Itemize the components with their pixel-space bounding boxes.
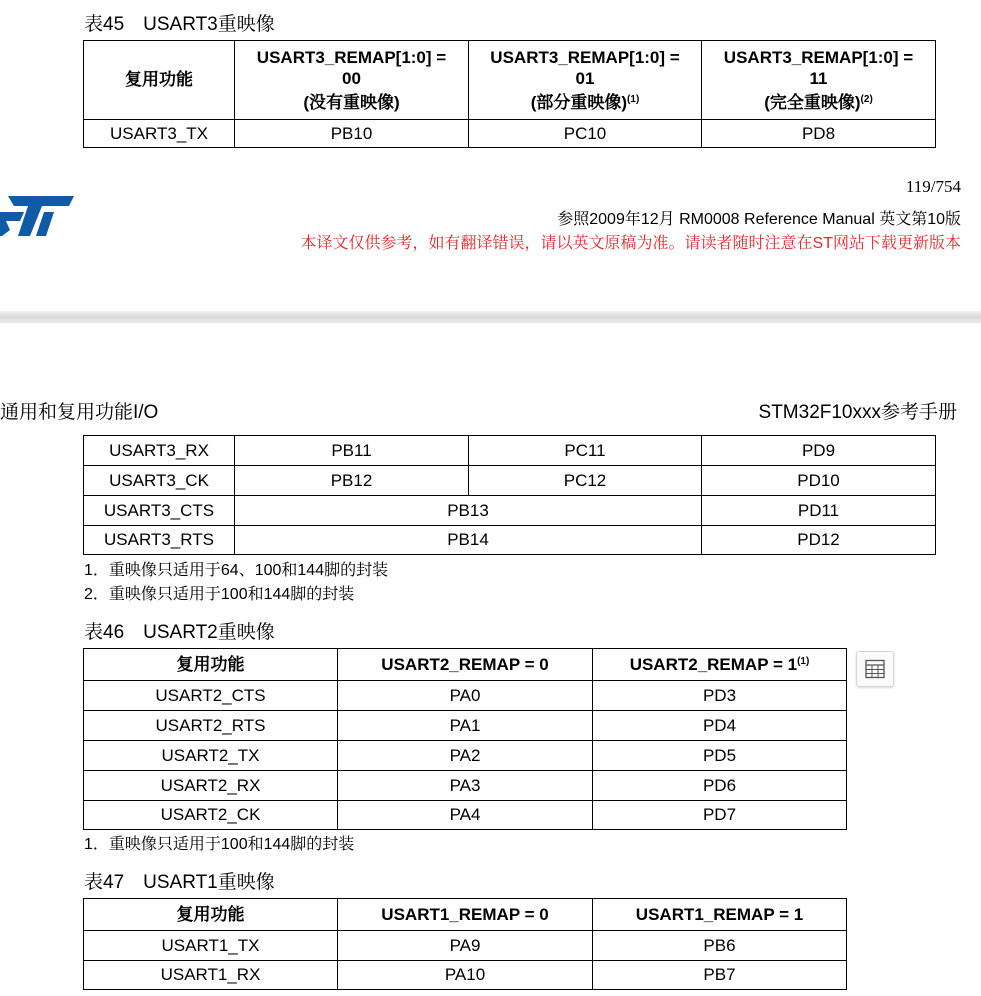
- table-row: [84, 681, 847, 711]
- table-cell: USART2_RTS: [84, 711, 338, 741]
- table46: [83, 648, 847, 830]
- table-tool-button[interactable]: [856, 651, 894, 687]
- table-cell: PB14: [235, 526, 702, 555]
- table45-continued: [83, 435, 936, 555]
- table-header-cell: 复用功能: [84, 649, 338, 681]
- reference-note: 参照2009年12月 RM0008 Reference Manual 英文第10版: [557, 211, 961, 228]
- header-label: USART2_REMAP = 1: [629, 654, 798, 674]
- table-cell: PD5: [593, 741, 847, 771]
- header-line: 00: [342, 69, 361, 89]
- table-cell: USART1_TX: [84, 931, 338, 961]
- table-cell: USART3_RX: [84, 436, 235, 466]
- table46-note-1: 1．重映像只适用于100和144脚的封装: [84, 836, 355, 853]
- table-row: [84, 496, 936, 526]
- table-cell: PB11: [235, 436, 469, 466]
- table45-caption: 表45 USART3重映像: [84, 14, 275, 35]
- table-row: [84, 741, 847, 771]
- table-cell: PA1: [338, 711, 593, 741]
- table-cell: PD4: [593, 711, 847, 741]
- table-cell: PA4: [338, 801, 593, 830]
- table-cell: USART3_TX: [84, 120, 235, 148]
- table-cell: USART3_CTS: [84, 496, 235, 526]
- table47-header-row: [84, 899, 847, 931]
- page-divider: [0, 311, 981, 323]
- table45-header-row: [84, 41, 936, 120]
- table-tool-icon: [864, 659, 886, 679]
- table45-header-col1: [235, 41, 469, 120]
- table-cell: USART2_CTS: [84, 681, 338, 711]
- table-row: [84, 120, 936, 148]
- table-cell: PD8: [702, 120, 936, 148]
- table45-header-col3: [702, 41, 936, 120]
- table-cell: PA0: [338, 681, 593, 711]
- page-header-left: 通用和复用功能I/O: [0, 402, 159, 423]
- translation-disclaimer: 本译文仅供参考，如有翻译错误，请以英文原稿为准。请读者随时注意在ST网站下载更新版本: [300, 235, 961, 252]
- page-number: 119/754: [905, 177, 961, 196]
- header-line: [469, 92, 701, 113]
- header-line: 01: [575, 69, 595, 89]
- table-header-cell: [593, 649, 847, 681]
- table-cell: PC10: [469, 120, 702, 148]
- header-line: 11: [809, 69, 828, 89]
- table-cell: PB7: [593, 961, 847, 990]
- page-header-right: STM32F10xxx参考手册: [758, 402, 957, 423]
- table-cell: PC12: [469, 466, 702, 496]
- table-cell: PB12: [235, 466, 469, 496]
- table-cell: PB10: [235, 120, 469, 148]
- table-cell: USART3_RTS: [84, 526, 235, 555]
- table-cell: PB13: [235, 496, 702, 526]
- table-row: [84, 771, 847, 801]
- table-cell: USART2_RX: [84, 771, 338, 801]
- table-cell: USART2_TX: [84, 741, 338, 771]
- table47: [83, 898, 847, 990]
- header-note: (没有重映像): [303, 92, 400, 112]
- table-header-cell: USART2_REMAP = 0: [338, 649, 593, 681]
- footnote-ref: (1): [627, 93, 640, 105]
- table-header-cell: USART1_REMAP = 0: [338, 899, 593, 931]
- table45-header-col2: [469, 41, 702, 120]
- header-line: USART3_REMAP[1:0] =: [256, 48, 447, 68]
- table-header-cell: 复用功能: [84, 899, 338, 931]
- table-row: [84, 711, 847, 741]
- table-cell: PA2: [338, 741, 593, 771]
- table47-caption: 表47 USART1重映像: [84, 872, 275, 893]
- table-cell: PD6: [593, 771, 847, 801]
- table-cell: PD3: [593, 681, 847, 711]
- table46-header-row: [84, 649, 847, 681]
- table-cell: PC11: [469, 436, 702, 466]
- table-row: [84, 466, 936, 496]
- table45-note-1: 1．重映像只适用于64、100和144脚的封装: [84, 562, 389, 579]
- table-cell: USART1_RX: [84, 961, 338, 990]
- header-note: (完全重映像): [764, 92, 861, 112]
- table-row: [84, 961, 847, 990]
- table-row: [84, 526, 936, 555]
- table45-top: [83, 40, 936, 148]
- table46-caption: 表46 USART2重映像: [84, 622, 275, 643]
- footnote-ref: (1): [797, 655, 810, 667]
- table45-note-2: 2．重映像只适用于100和144脚的封装: [84, 586, 355, 603]
- table-cell: USART3_CK: [84, 466, 235, 496]
- header-line: USART3_REMAP[1:0] =: [723, 48, 914, 68]
- st-logo-icon: [0, 190, 80, 242]
- table-cell: PD12: [702, 526, 936, 555]
- table-cell: PA9: [338, 931, 593, 961]
- header-line: USART3_REMAP[1:0] =: [490, 48, 680, 68]
- header-line: [235, 92, 468, 113]
- table-cell: USART2_CK: [84, 801, 338, 830]
- table-cell: PA10: [338, 961, 593, 990]
- table-header-cell: USART1_REMAP = 1: [593, 899, 847, 931]
- table-cell: PD11: [702, 496, 936, 526]
- table-cell: PA3: [338, 771, 593, 801]
- table-row: [84, 801, 847, 830]
- table-cell: PD9: [702, 436, 936, 466]
- table-row: [84, 436, 936, 466]
- st-logo: [0, 190, 80, 242]
- table-cell: PB6: [593, 931, 847, 961]
- table-cell: PD7: [593, 801, 847, 830]
- header-line: [702, 92, 935, 113]
- footnote-ref: (2): [860, 93, 873, 105]
- table-cell: PD10: [702, 466, 936, 496]
- header-note: (部分重映像): [530, 92, 628, 112]
- table-row: [84, 931, 847, 961]
- table45-header-col0: 复用功能: [84, 41, 235, 120]
